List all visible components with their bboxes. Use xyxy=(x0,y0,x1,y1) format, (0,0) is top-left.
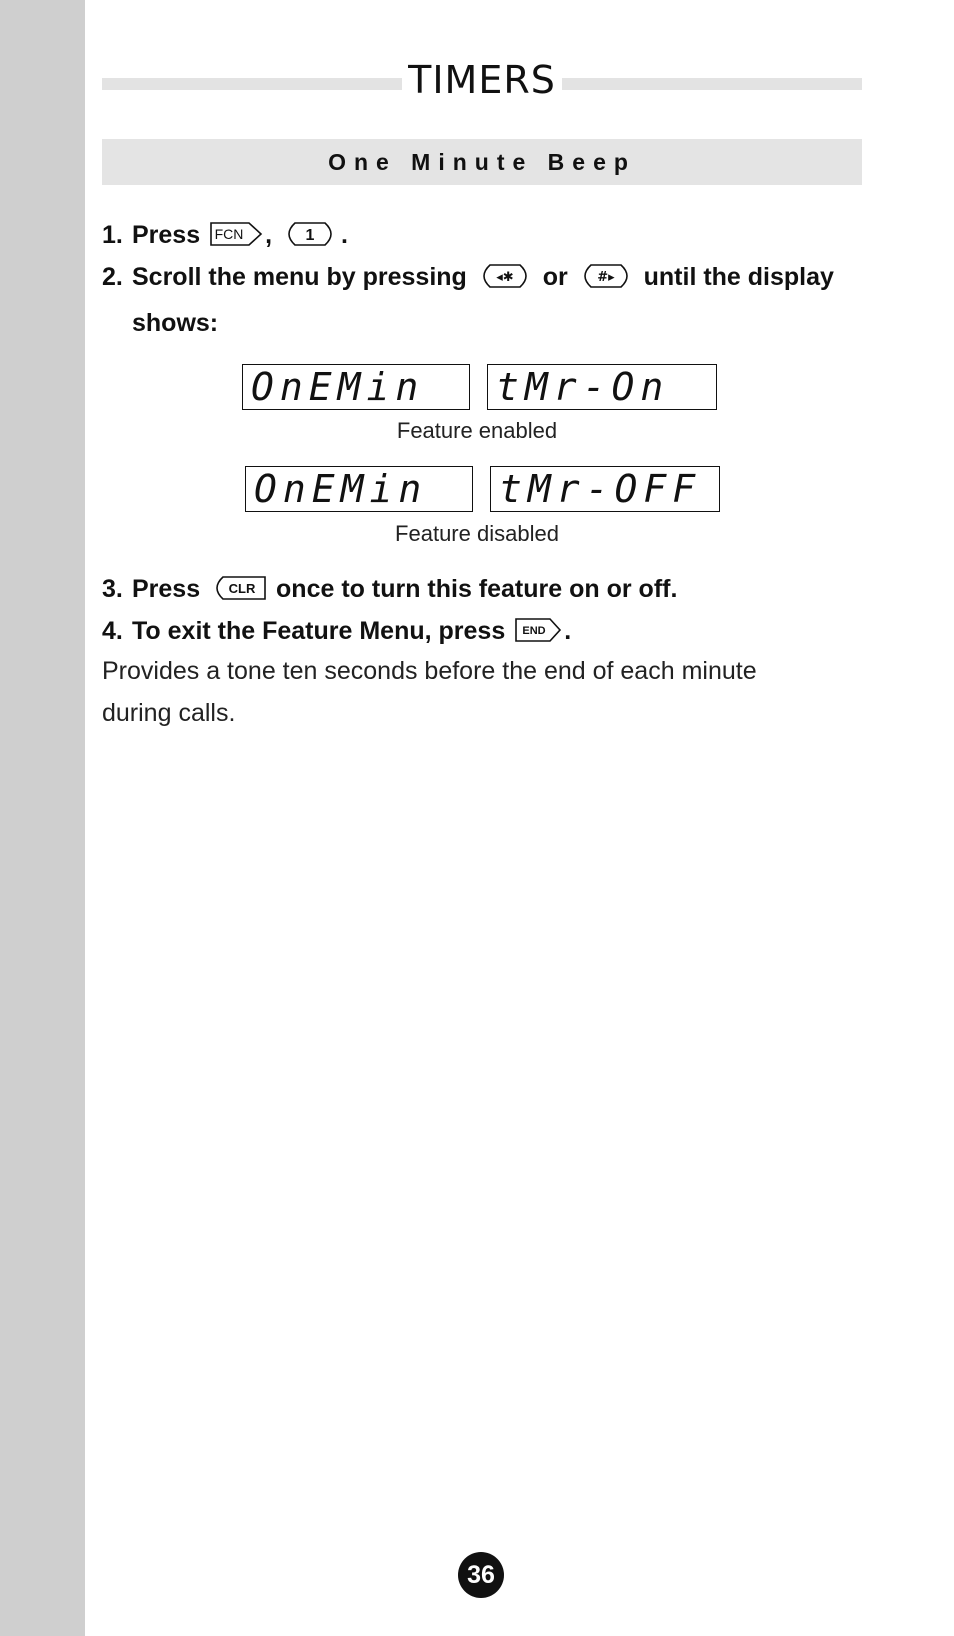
feature-description: Provides a tone ten seconds before the end of each minute during calls. xyxy=(102,657,757,727)
page-number: 36 xyxy=(458,1552,504,1598)
step-1: 1. Press FCN , 1 . xyxy=(102,214,882,260)
left-star-key-label: ◂✱ xyxy=(496,270,514,285)
step-text-suffix: once to turn this feature on or off. xyxy=(276,575,678,603)
lcd-display-right: tMr-On xyxy=(487,364,717,410)
step-text: Press xyxy=(132,575,201,603)
left-margin-band xyxy=(0,0,85,1636)
clr-key-icon xyxy=(209,572,267,614)
step-text-suffix: until the display xyxy=(643,263,834,291)
display-caption: Feature enabled xyxy=(396,418,558,443)
step-text: Scroll the menu by pressing xyxy=(132,263,467,291)
left-star-key-icon xyxy=(476,260,534,302)
end-key-label: END xyxy=(522,625,546,637)
clr-key-label: CLR xyxy=(228,581,256,596)
step-continuation: shows: xyxy=(132,309,219,337)
step-number: 3. xyxy=(102,575,123,603)
section-heading: One Minute Beep xyxy=(102,139,862,185)
hash-right-key-label: #▸ xyxy=(596,270,615,285)
step-number: 1. xyxy=(102,221,123,249)
one-key-icon xyxy=(281,218,339,260)
title-wrap xyxy=(102,58,862,102)
step-text: Press xyxy=(132,221,201,249)
fcn-key-label: FCN xyxy=(214,226,244,242)
lcd-display-right: tMr-OFF xyxy=(490,466,720,512)
lcd-display-left: OnEMin xyxy=(242,364,470,410)
step-3 xyxy=(102,568,882,614)
step-text-or: or xyxy=(542,263,568,291)
step-text: To exit the Feature Menu, press xyxy=(132,617,506,645)
step-2 xyxy=(102,256,882,344)
lcd-display-left: OnEMin xyxy=(245,466,473,512)
display-caption: Feature disabled xyxy=(395,521,559,546)
step-number: 2. xyxy=(102,263,123,291)
page-title: TIMERS xyxy=(402,58,562,102)
hash-right-key-icon xyxy=(577,260,635,302)
step-4: 4. To exit the Feature Menu, press END . xyxy=(102,610,882,656)
one-key-label: 1 xyxy=(305,227,315,244)
step-number: 4. xyxy=(102,617,123,645)
fcn-key-icon xyxy=(209,218,263,260)
